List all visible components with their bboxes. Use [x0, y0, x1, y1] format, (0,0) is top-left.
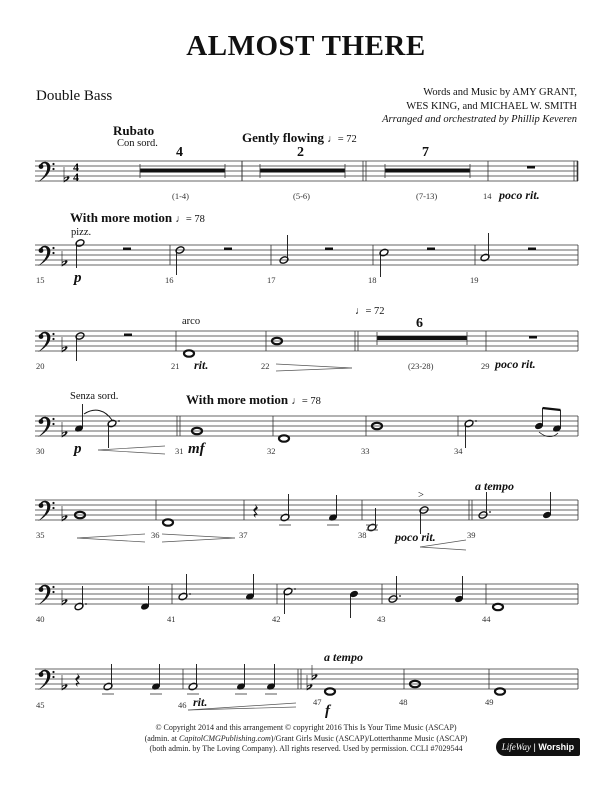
- arranger-credit: Arranged and orchestrated by Phillip Keveren: [382, 114, 577, 125]
- pizz-marking: pizz.: [71, 227, 92, 238]
- measure-number: 14: [483, 191, 492, 201]
- accent-mark: >: [418, 490, 424, 501]
- svg-text:4: 4: [73, 160, 79, 174]
- measure-number: 48: [399, 697, 408, 707]
- credits-line-1: Words and Music by AMY GRANT,: [423, 87, 577, 98]
- measure-number: 30: [36, 446, 45, 456]
- measure-number: 41: [167, 614, 176, 624]
- logo-separator: |: [533, 742, 536, 752]
- multirest-count: 7: [422, 145, 429, 160]
- staff-system-6: [0, 584, 612, 608]
- measure-number: 44: [482, 614, 491, 624]
- metronome-mark: = 72: [365, 306, 385, 317]
- tempo-text: With more motion: [70, 210, 173, 225]
- metronome-mark: = 78: [301, 396, 321, 407]
- measure-number: 15: [36, 275, 45, 285]
- quarter-note-icon: ♩: [355, 306, 366, 317]
- measure-number: 36: [151, 530, 160, 540]
- dynamic-p: p: [74, 441, 82, 457]
- arco-marking: arco: [182, 316, 201, 327]
- staff-system-5: [0, 500, 612, 524]
- multirest-range: (23-28): [408, 361, 434, 371]
- measure-number: 17: [267, 275, 276, 285]
- staff-system-1: [0, 161, 612, 185]
- con-sord-marking: Con sord.: [117, 138, 158, 149]
- multirest-range: (5-6): [293, 191, 310, 201]
- dynamic-f: f: [325, 703, 330, 719]
- poco-rit-marking: poco rit.: [495, 357, 536, 371]
- staff-system-2: [0, 245, 612, 269]
- copyright-line-2: (admin. at CapitolCMGPublishing.com)/Grant Girls Music (ASCAP)/Lotterthanme Music (ASCAP): [144, 733, 468, 743]
- multirest-count: 6: [416, 316, 423, 331]
- senza-sord-marking: Senza sord.: [70, 391, 119, 402]
- measure-number: 40: [36, 614, 45, 624]
- measure-number: 32: [267, 446, 276, 456]
- staff-system-3: [0, 331, 612, 355]
- rit-marking: rit.: [194, 358, 209, 372]
- logo-brand: LifeWay: [501, 742, 531, 752]
- tempo-with-more-motion: [186, 392, 321, 408]
- quarter-note-icon: ♩: [175, 214, 186, 225]
- song-title: ALMOST THERE: [186, 30, 426, 62]
- measure-number: 42: [272, 614, 281, 624]
- measure-number: 49: [485, 697, 494, 707]
- measure-number: 22: [261, 361, 270, 371]
- svg-text:4: 4: [73, 170, 79, 184]
- measure-number: 39: [467, 530, 476, 540]
- a-tempo-marking: a tempo: [324, 650, 363, 664]
- measure-number: 29: [481, 361, 490, 371]
- quarter-note-icon: ♩: [291, 396, 302, 407]
- copyright-line-1: © Copyright 2014 and this arrangement © copyright 2016 This Is Your Time Music (ASCAP): [155, 723, 457, 732]
- measure-number: 31: [175, 446, 184, 456]
- staff-system-7: [0, 669, 612, 693]
- poco-rit-marking: poco rit.: [395, 530, 436, 544]
- credits-line-2: WES KING, and MICHAEL W. SMITH: [406, 100, 577, 112]
- lifeway-worship-logo: [496, 738, 580, 756]
- staff-system-4: [0, 416, 612, 440]
- measure-number: 21: [171, 361, 180, 371]
- a-tempo-marking: a tempo: [475, 479, 514, 493]
- tempo-gently-flowing: [242, 130, 357, 146]
- publisher-link[interactable]: CapitolCMGPublishing.com: [179, 733, 271, 743]
- poco-rit-marking: poco rit.: [499, 188, 540, 202]
- measure-number: 43: [377, 614, 386, 624]
- tempo-text: Gently flowing: [242, 130, 324, 145]
- multirest-range: (7-13): [416, 191, 438, 201]
- rit-marking: rit.: [193, 695, 208, 709]
- tempo-rubato: Rubato: [113, 123, 155, 138]
- instrument-name: Double Bass: [36, 88, 113, 104]
- credits: [382, 86, 577, 127]
- multirest-count: 4: [176, 145, 183, 160]
- measure-number: 45: [36, 700, 45, 710]
- measure-number: 19: [470, 275, 479, 285]
- measure-number: 16: [165, 275, 174, 285]
- measure-number: 20: [36, 361, 45, 371]
- metronome-mark: = 78: [185, 214, 205, 225]
- multirest-count: 2: [297, 145, 304, 160]
- metronome-mark: = 72: [337, 134, 357, 145]
- measure-number: 37: [239, 530, 248, 540]
- tempo-text: With more motion: [186, 392, 289, 407]
- measure-number: 18: [368, 275, 377, 285]
- tempo-with-more-motion: [70, 210, 205, 226]
- measure-number: 35: [36, 530, 45, 540]
- logo-product: Worship: [538, 742, 575, 752]
- measure-number: 47: [313, 697, 322, 707]
- measure-number: 46: [178, 700, 187, 710]
- measure-number: 38: [358, 530, 367, 540]
- measure-number: 34: [454, 446, 463, 456]
- copyright-line-3: (both admin. by The Loving Company). All rights reserved. Used by permission. CCLI #7029544: [149, 744, 463, 753]
- multirest-range: (1-4): [172, 191, 189, 201]
- dynamic-mf: mf: [188, 441, 205, 457]
- quarter-note-icon: ♩: [327, 134, 338, 145]
- tempo-change-72: [355, 306, 385, 317]
- measure-number: 33: [361, 446, 370, 456]
- dynamic-p: p: [74, 270, 82, 286]
